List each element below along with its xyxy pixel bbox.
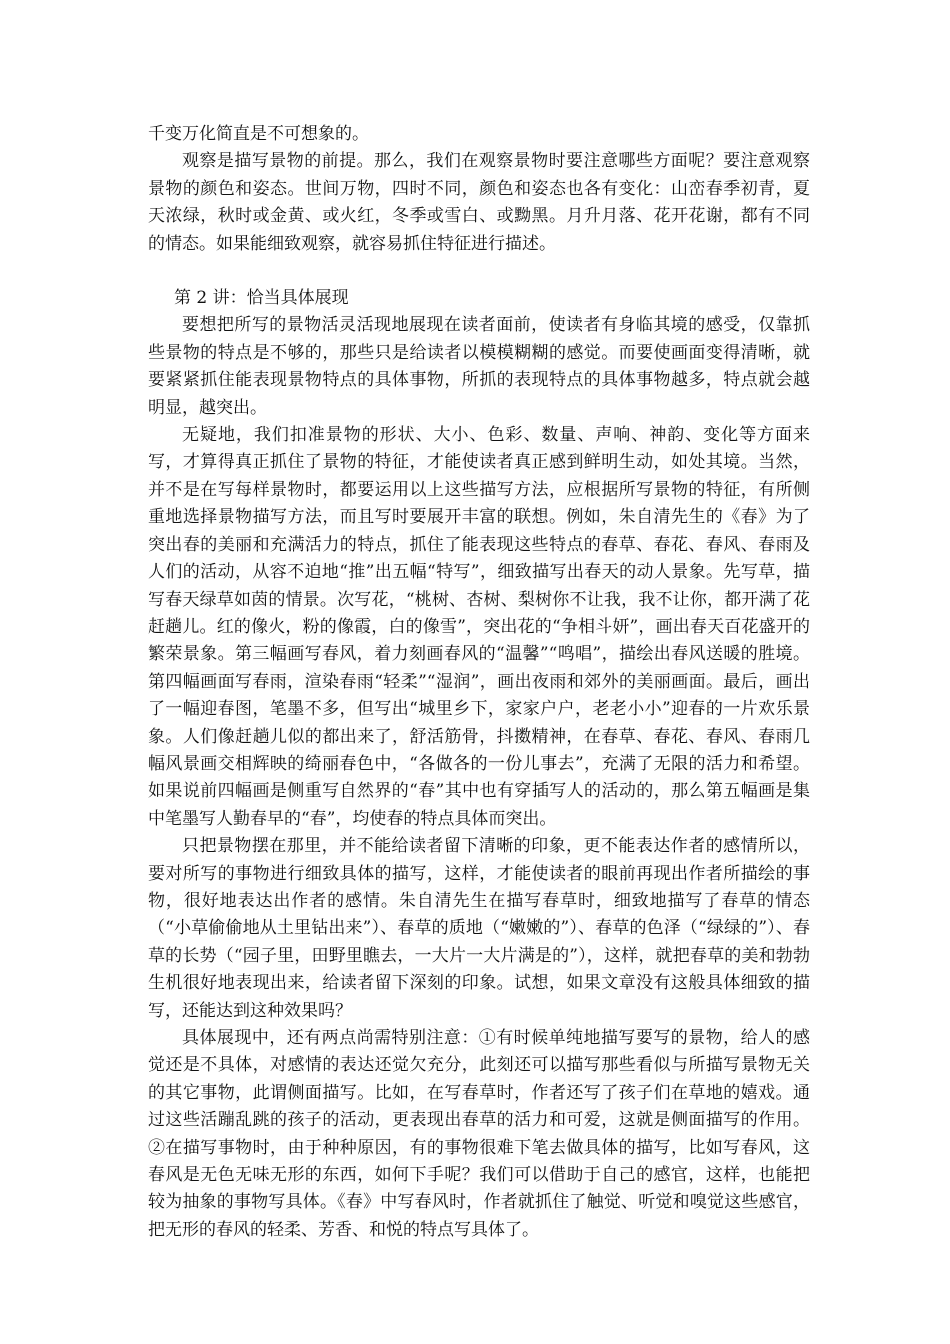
- section-heading: 第 2 讲：恰当具体展现: [174, 288, 349, 309]
- paragraph-detail: 只把景物摆在那里，并不能给读者留下清晰的印象，更不能表达作者的感情所以，要对所写的事物进行细致具体的描写，这样，才能使读者的眼前再现出作者所描绘的事物，很好地表达出作者的感情。朱自清先生在描写春草时，细致地描写了春草的情态（“小草偷偷地从土里钻出来”）、春草的质地（“嫩嫩的”）、春草的色泽（“绿绿的”）、春草的长势（“园子里，田野里瞧去，一大片一大片满是的”），这样，就把春草的美和勃勃生机很好地表现出来，给读者留下深刻的印象。试想，如果文章没有这般具体细致的描写，还能达到这种效果吗？: [148, 836, 810, 1021]
- paragraph-intro: 要想把所写的景物活灵活现地展现在读者面前，使读者有身临其境的感受，仅靠抓些景物的特点是不够的，那些只是给读者以模模糊糊的感觉。而要使画面变得清晰，就要紧紧抓住能表现景物特点的具体事物，所抓的表现特点的具体事物越多，特点就会越明显，越突出。: [148, 315, 810, 418]
- paragraph-gap: [148, 258, 810, 285]
- paragraph-observation: 观察是描写景物的前提。那么，我们在观察景物时要注意哪些方面呢？要注意观察景物的颜色和姿态。世间万物，四时不同，颜色和姿态也各有变化：山峦春季初青，夏天浓绿，秋时或金黄、或火红，冬季或雪白、或黝黑。月升月落、花开花谢，都有不同的情态。如果能细致观察，就容易抓住特征进行描述。: [148, 151, 810, 254]
- paragraph-example: 无疑地，我们扣准景物的形状、大小、色彩、数量、声响、神韵、变化等方面来写，才算得真正抓住了景物的特征，才能使读者真正感到鲜明生动，如处其境。当然，并不是在写每样景物时，都要运用以上这些描写方法，应根据所写景物的特征，有所侧重地选择景物描写方法，而且写时要展开丰富的联想。例如，朱自清先生的《春》为了突出春的美丽和充满活力的特点，抓住了能表现这些特点的春草、春花、春风、春雨及人们的活动，从容不迫地“推”出五幅“特写”，细致描写出春天的动人景象。先写草，描写春天绿草如茵的情景。次写花，“桃树、杏树、梨树你不让我，我不让你，都开满了花赶趟儿。红的像火，粉的像霞，白的像雪”，突出花的“争相斗妍”，画出春天百花盛开的繁荣景象。第三幅画写春风，着力刻画春风的“温馨”“鸣唱”，描绘出春风送暖的胜境。第四幅画面写春雨，渲染春雨“轻柔”“湿润”，画出夜雨和郊外的美丽画面。最后，画出了一幅迎春图，笔墨不多，但写出“城里乡下，家家户户，老老小小”迎春的一片欢乐景象。人们像赶趟儿似的都出来了，舒活筋骨，抖擞精神，在春草、春花、春风、春雨几幅风景画交相辉映的绮丽春色中，“各做各的一份儿事去”，充满了无限的活力和希望。如果说前四幅画是侧重写自然界的“春”其中也有穿插写人的活动的，那么第五幅画是集中笔墨写人勤春早的“春”，均使春的特点具体而突出。: [148, 425, 810, 829]
- document-page: [148, 121, 810, 1244]
- paragraph-continuation: 千变万化简直是不可想象的。: [148, 124, 369, 144]
- paragraph-notes: 具体展现中，还有两点尚需特别注意：①有时候单纯地描写要写的景物，给人的感觉还是不具体，对感情的表达还觉欠充分，此刻还可以描写那些看似与所描写景物无关的其它事物，此谓侧面描写。比如，在写春草时，作者还写了孩子们在草地的嬉戏。通过这些活蹦乱跳的孩子的活动，更表现出春草的活力和可爱，这就是侧面描写的作用。②在描写事物时，由于种种原因，有的事物很难下笔去做具体的描写，比如写春风，这春风是无色无味无形的东西，如何下手呢？我们可以借助于自己的感官，这样，也能把较为抽象的事物写具体。《春》中写春风时，作者就抓住了触觉、听觉和嗅觉这些感官，把无形的春风的轻柔、芳香、和悦的特点写具体了。: [148, 1028, 810, 1240]
